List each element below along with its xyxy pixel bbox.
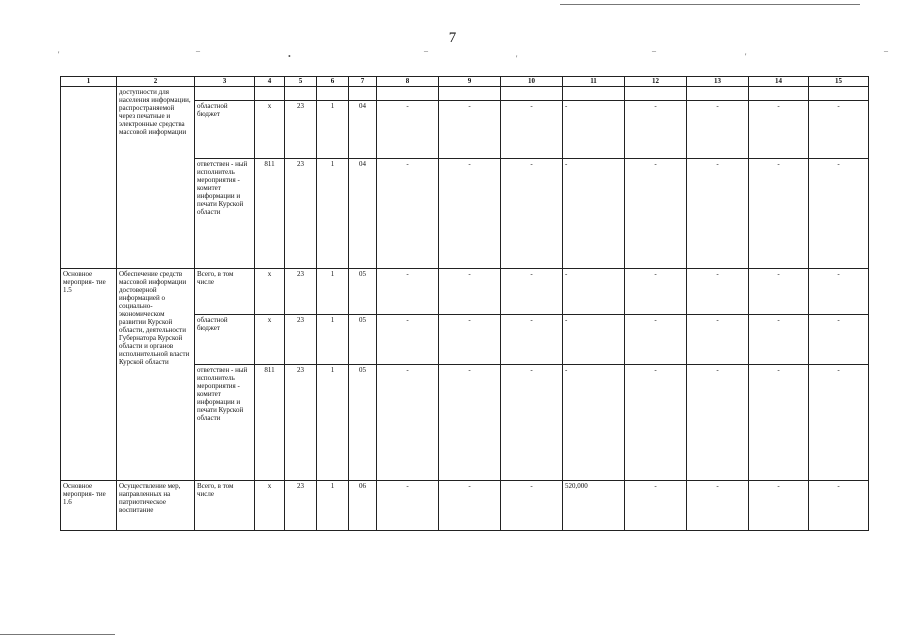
value-cell: 05 xyxy=(349,269,377,315)
funding-source-cell: ответствен - ный исполнитель мероприятия - комитет информации и печати Курской области xyxy=(195,365,255,481)
measure-code-cell: Основное мероприя- тие 1.6 xyxy=(61,481,117,531)
value-cell: - xyxy=(501,159,563,269)
value-cell: - xyxy=(687,365,749,481)
column-header: 12 xyxy=(625,77,687,87)
value-cell: - xyxy=(687,315,749,365)
value-cell: - xyxy=(501,269,563,315)
value-cell: - xyxy=(563,269,625,315)
value-cell: - xyxy=(749,315,809,365)
value-cell xyxy=(285,87,317,101)
scan-dot: ' xyxy=(58,50,60,59)
value-cell: - xyxy=(809,481,869,531)
value-cell: - xyxy=(501,315,563,365)
column-header: 8 xyxy=(377,77,439,87)
header-row xyxy=(61,77,869,87)
measure-name-cell: доступности для населения информации, распространяемой через печатные и электронные средства массовой информации xyxy=(117,87,195,269)
value-cell: 1 xyxy=(317,269,349,315)
value-cell: - xyxy=(439,365,501,481)
value-cell: 23 xyxy=(285,481,317,531)
value-cell: 1 xyxy=(317,315,349,365)
value-cell: 04 xyxy=(349,101,377,159)
scan-dot: _ xyxy=(424,44,428,53)
value-cell: - xyxy=(749,481,809,531)
value-cell: - xyxy=(749,365,809,481)
scan-line xyxy=(0,634,115,635)
value-cell: - xyxy=(501,365,563,481)
value-cell xyxy=(687,87,749,101)
value-cell: - xyxy=(377,159,439,269)
scan-dot: _ xyxy=(196,44,200,53)
value-cell: 23 xyxy=(285,159,317,269)
value-cell xyxy=(317,87,349,101)
value-cell: - xyxy=(563,159,625,269)
value-cell: 23 xyxy=(285,365,317,481)
value-cell: - xyxy=(809,315,869,365)
column-header: 14 xyxy=(749,77,809,87)
value-cell: 520,000 xyxy=(563,481,625,531)
value-cell: 23 xyxy=(285,101,317,159)
value-cell: - xyxy=(501,101,563,159)
value-cell: x xyxy=(255,481,285,531)
table-row xyxy=(61,87,869,101)
value-cell: x xyxy=(255,269,285,315)
value-cell: 04 xyxy=(349,159,377,269)
funding-source-cell: Всего, в том числе xyxy=(195,481,255,531)
value-cell: - xyxy=(625,481,687,531)
value-cell: - xyxy=(439,481,501,531)
table-row xyxy=(61,481,869,531)
column-header: 15 xyxy=(809,77,869,87)
scan-line xyxy=(560,4,860,5)
value-cell: - xyxy=(377,315,439,365)
value-cell: 05 xyxy=(349,315,377,365)
value-cell: - xyxy=(749,101,809,159)
funding-source-cell xyxy=(195,87,255,101)
value-cell: - xyxy=(563,315,625,365)
value-cell xyxy=(501,87,563,101)
value-cell: - xyxy=(377,101,439,159)
value-cell: - xyxy=(439,315,501,365)
measure-code-cell: Основное мероприя- тие 1.5 xyxy=(61,269,117,481)
value-cell xyxy=(625,87,687,101)
value-cell: 811 xyxy=(255,159,285,269)
report-table xyxy=(60,76,869,531)
value-cell: - xyxy=(625,159,687,269)
funding-source-cell: ответствен - ный исполнитель мероприятия - комитет информации и печати Курской области xyxy=(195,159,255,269)
value-cell: 1 xyxy=(317,159,349,269)
value-cell: - xyxy=(687,269,749,315)
value-cell: - xyxy=(687,481,749,531)
scan-dot: _ xyxy=(884,44,888,53)
value-cell xyxy=(439,87,501,101)
value-cell: - xyxy=(809,365,869,481)
page-number: 7 xyxy=(448,30,457,46)
value-cell: - xyxy=(749,159,809,269)
value-cell: - xyxy=(439,101,501,159)
value-cell: - xyxy=(809,101,869,159)
column-header: 10 xyxy=(501,77,563,87)
value-cell: - xyxy=(749,269,809,315)
value-cell: - xyxy=(625,315,687,365)
value-cell: - xyxy=(501,481,563,531)
column-header: 7 xyxy=(349,77,377,87)
value-cell xyxy=(255,87,285,101)
value-cell xyxy=(377,87,439,101)
value-cell: 23 xyxy=(285,315,317,365)
value-cell: 811 xyxy=(255,365,285,481)
value-cell: 1 xyxy=(317,101,349,159)
value-cell: - xyxy=(563,365,625,481)
value-cell: - xyxy=(439,159,501,269)
value-cell: - xyxy=(439,269,501,315)
value-cell: - xyxy=(809,159,869,269)
scan-dot: _ xyxy=(652,44,656,53)
funding-source-cell: областной бюджет xyxy=(195,101,255,159)
value-cell: - xyxy=(625,101,687,159)
value-cell: - xyxy=(377,365,439,481)
scan-dot: ' xyxy=(745,52,747,61)
column-header: 4 xyxy=(255,77,285,87)
table-row xyxy=(61,269,869,315)
column-header: 3 xyxy=(195,77,255,87)
value-cell: - xyxy=(377,481,439,531)
value-cell: - xyxy=(809,269,869,315)
value-cell: 06 xyxy=(349,481,377,531)
scan-dot: ' xyxy=(516,54,518,63)
value-cell: 05 xyxy=(349,365,377,481)
value-cell: 1 xyxy=(317,481,349,531)
value-cell xyxy=(749,87,809,101)
value-cell: 23 xyxy=(285,269,317,315)
measure-name-cell: Обеспечение средств массовой информации достоверной информацией о социально- экономическом развитии Курской области, деятельности Губернатора Курской области и органов исполнительной власти Курской области xyxy=(117,269,195,481)
value-cell: - xyxy=(563,101,625,159)
scan-dot: • xyxy=(288,52,291,61)
value-cell: - xyxy=(625,365,687,481)
column-header: 11 xyxy=(563,77,625,87)
value-cell xyxy=(349,87,377,101)
value-cell xyxy=(809,87,869,101)
funding-source-cell: Всего, в том числе xyxy=(195,269,255,315)
value-cell: x xyxy=(255,101,285,159)
value-cell: - xyxy=(687,159,749,269)
column-header: 5 xyxy=(285,77,317,87)
measure-code-cell xyxy=(61,87,117,269)
measure-name-cell: Осуществление мер, направленных на патриотическое воспитание xyxy=(117,481,195,531)
value-cell: - xyxy=(687,101,749,159)
column-header: 9 xyxy=(439,77,501,87)
value-cell: x xyxy=(255,315,285,365)
column-header: 13 xyxy=(687,77,749,87)
column-header: 1 xyxy=(61,77,117,87)
value-cell xyxy=(563,87,625,101)
column-header: 2 xyxy=(117,77,195,87)
value-cell: - xyxy=(377,269,439,315)
column-header: 6 xyxy=(317,77,349,87)
value-cell: 1 xyxy=(317,365,349,481)
funding-source-cell: областной бюджет xyxy=(195,315,255,365)
value-cell: - xyxy=(625,269,687,315)
